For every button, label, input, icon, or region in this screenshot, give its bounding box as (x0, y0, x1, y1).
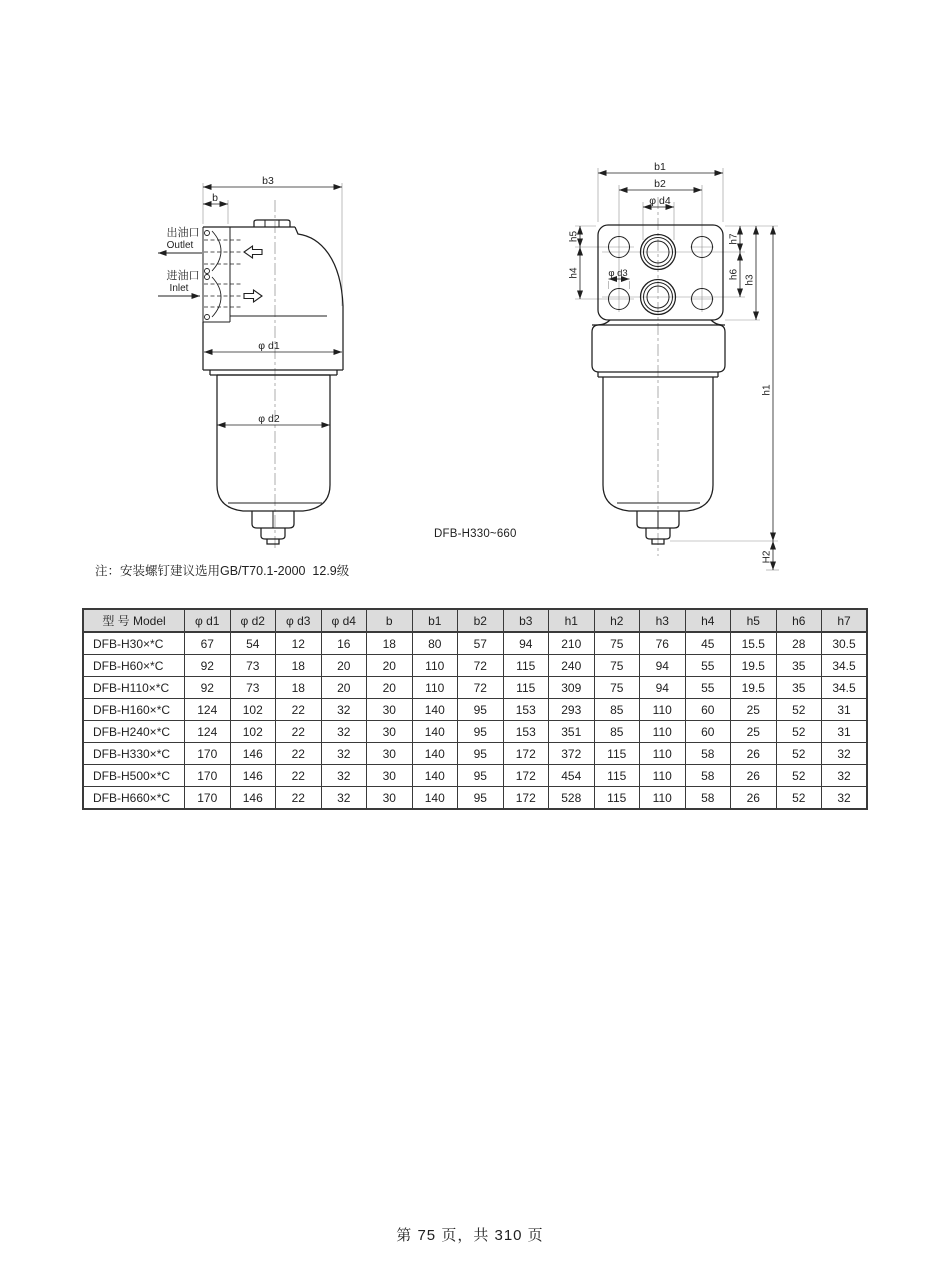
dim-value-cell: 32 (822, 765, 868, 787)
dim-value-cell: 146 (230, 787, 276, 810)
dim-value-cell: 153 (503, 721, 549, 743)
dim-label-b: b (212, 192, 218, 204)
column-header: h5 (731, 609, 777, 632)
dim-value-cell: 55 (685, 655, 731, 677)
dim-value-cell: 170 (185, 765, 231, 787)
dim-value-cell: 30 (367, 787, 413, 810)
dim-value-cell: 73 (230, 655, 276, 677)
dim-value-cell: 351 (549, 721, 595, 743)
dim-value-cell: 32 (321, 765, 367, 787)
dim-value-cell: 12 (276, 632, 322, 655)
column-header: φ d2 (230, 609, 276, 632)
dim-value-cell: 75 (594, 655, 640, 677)
dim-value-cell: 52 (776, 721, 822, 743)
dim-value-cell: 110 (640, 699, 686, 721)
table-row (83, 787, 867, 810)
dim-value-cell: 60 (685, 699, 731, 721)
dimension-lines (203, 187, 342, 425)
model-cell: DFB-H110×*C (83, 677, 185, 699)
dim-value-cell: 94 (640, 655, 686, 677)
filter-front-view (592, 320, 725, 544)
dim-value-cell: 85 (594, 699, 640, 721)
dim-value-cell: 115 (503, 677, 549, 699)
flow-arrows (244, 246, 262, 302)
model-cell: DFB-H160×*C (83, 699, 185, 721)
dim-value-cell: 110 (640, 743, 686, 765)
column-header: h3 (640, 609, 686, 632)
table-row (83, 699, 867, 721)
dim-value-cell: 172 (503, 765, 549, 787)
dim-value-cell: 54 (230, 632, 276, 655)
dim-value-cell: 30 (367, 721, 413, 743)
dim-value-cell: 15.5 (731, 632, 777, 655)
dim-value-cell: 140 (412, 699, 458, 721)
dim-value-cell: 110 (640, 765, 686, 787)
dim-value-cell: 18 (276, 677, 322, 699)
dim-value-cell: 30.5 (822, 632, 868, 655)
table-row (83, 677, 867, 699)
dim-value-cell: 72 (458, 677, 504, 699)
dim-value-cell: 18 (276, 655, 322, 677)
outlet-label-cn: 出油口 (166, 227, 200, 239)
dim-value-cell: 58 (685, 765, 731, 787)
table-row (83, 743, 867, 765)
inlet-label-en: Inlet (169, 283, 189, 294)
outlet-label-en: Outlet (166, 240, 194, 251)
page-footer: 第 75 页，共 310 页 (396, 1227, 544, 1244)
dim-value-cell: 32 (321, 787, 367, 810)
column-header: φ d4 (321, 609, 367, 632)
dim-value-cell: 75 (594, 632, 640, 655)
dim-value-cell: 30 (367, 765, 413, 787)
dim-value-cell: 25 (731, 721, 777, 743)
dim-value-cell: 80 (412, 632, 458, 655)
dim-label-h3: h3 (744, 274, 756, 286)
extension-lines (575, 168, 779, 570)
dim-value-cell: 34.5 (822, 655, 868, 677)
dim-value-cell: 309 (549, 677, 595, 699)
dim-value-cell: 35 (776, 677, 822, 699)
dim-value-cell: 58 (685, 787, 731, 810)
dim-value-cell: 115 (594, 765, 640, 787)
dim-value-cell: 110 (640, 721, 686, 743)
dim-value-cell: 72 (458, 655, 504, 677)
dim-label-h1: h1 (761, 384, 773, 396)
left-drawing-side-view (158, 175, 343, 549)
dim-value-cell: 94 (503, 632, 549, 655)
dim-value-cell: 26 (731, 765, 777, 787)
dim-label-d3: φ d3 (608, 268, 628, 279)
dim-value-cell: 170 (185, 787, 231, 810)
dim-value-cell: 94 (640, 677, 686, 699)
dim-value-cell: 32 (321, 699, 367, 721)
dim-value-cell: 115 (503, 655, 549, 677)
front-view-inner-lines (617, 503, 700, 528)
dim-value-cell: 153 (503, 699, 549, 721)
dim-value-cell: 52 (776, 699, 822, 721)
dim-value-cell: 95 (458, 699, 504, 721)
table-body (83, 632, 867, 809)
column-header: h4 (685, 609, 731, 632)
dim-value-cell: 22 (276, 721, 322, 743)
dim-value-cell: 52 (776, 765, 822, 787)
model-cell: DFB-H330×*C (83, 743, 185, 765)
dim-label-b2: b2 (654, 178, 666, 190)
dim-value-cell: 26 (731, 743, 777, 765)
dim-value-cell: 102 (230, 721, 276, 743)
inlet-label-cn: 进油口 (166, 270, 200, 282)
dim-value-cell: 28 (776, 632, 822, 655)
dim-label-h5: h5 (568, 230, 580, 243)
dim-value-cell: 95 (458, 787, 504, 810)
dim-value-cell: 31 (822, 721, 868, 743)
dim-value-cell: 140 (412, 765, 458, 787)
dim-label-h2: H2 (761, 550, 773, 564)
dim-value-cell: 115 (594, 743, 640, 765)
column-header: h2 (594, 609, 640, 632)
dim-value-cell: 210 (549, 632, 595, 655)
dim-value-cell: 76 (640, 632, 686, 655)
column-header: φ d3 (276, 609, 322, 632)
model-cell: DFB-H30×*C (83, 632, 185, 655)
dim-value-cell: 22 (276, 699, 322, 721)
column-header: φ d1 (185, 609, 231, 632)
dim-value-cell: 19.5 (731, 655, 777, 677)
dim-value-cell: 124 (185, 721, 231, 743)
dim-value-cell: 110 (412, 655, 458, 677)
table-row (83, 655, 867, 677)
dim-label-b3: b3 (262, 175, 274, 187)
column-header: 型 号 Model (83, 609, 185, 632)
dim-value-cell: 95 (458, 743, 504, 765)
dim-label-d2: φ d2 (258, 413, 280, 425)
dim-value-cell: 110 (640, 787, 686, 810)
dim-label-d1: φ d1 (258, 340, 280, 352)
column-header: h6 (776, 609, 822, 632)
dim-value-cell: 22 (276, 743, 322, 765)
dim-value-cell: 45 (685, 632, 731, 655)
model-cell: DFB-H660×*C (83, 787, 185, 810)
dim-value-cell: 102 (230, 699, 276, 721)
dim-value-cell: 124 (185, 699, 231, 721)
dim-value-cell: 170 (185, 743, 231, 765)
dim-value-cell: 172 (503, 787, 549, 810)
column-header: b (367, 609, 413, 632)
table-row (83, 721, 867, 743)
dim-value-cell: 140 (412, 787, 458, 810)
table-row (83, 765, 867, 787)
right-drawing (569, 161, 780, 570)
dim-value-cell: 115 (594, 787, 640, 810)
dim-label-h6: h6 (728, 268, 740, 281)
dim-label-d4: φ d4 (649, 195, 671, 207)
dim-value-cell: 22 (276, 787, 322, 810)
dim-value-cell: 60 (685, 721, 731, 743)
dim-value-cell: 293 (549, 699, 595, 721)
dim-value-cell: 20 (367, 677, 413, 699)
flange-detail (205, 231, 222, 320)
dim-value-cell: 26 (731, 787, 777, 810)
dim-value-cell: 30 (367, 699, 413, 721)
dim-value-cell: 34.5 (822, 677, 868, 699)
column-header: h1 (549, 609, 595, 632)
inlet-flow-arrow-icon (244, 290, 262, 302)
filter-outline (203, 220, 343, 544)
dim-value-cell: 95 (458, 721, 504, 743)
dim-value-cell: 16 (321, 632, 367, 655)
dim-value-cell: 32 (321, 721, 367, 743)
dim-value-cell: 18 (367, 632, 413, 655)
column-header: b2 (458, 609, 504, 632)
note: 注：安装螺钉建议选用GB/T70.1-2000 12.9级 (95, 564, 350, 578)
dim-value-cell: 140 (412, 743, 458, 765)
dim-value-cell: 240 (549, 655, 595, 677)
table-row (83, 632, 867, 655)
dim-value-cell: 52 (776, 787, 822, 810)
dim-value-cell: 20 (321, 677, 367, 699)
dim-value-cell: 110 (412, 677, 458, 699)
dim-value-cell: 140 (412, 721, 458, 743)
column-header: b3 (503, 609, 549, 632)
dim-label-h7: h7 (728, 233, 740, 245)
dim-value-cell: 85 (594, 721, 640, 743)
dimension-table (82, 608, 868, 810)
dim-value-cell: 146 (230, 765, 276, 787)
dim-value-cell: 146 (230, 743, 276, 765)
header-row (83, 609, 867, 632)
dim-label-h4: h4 (568, 267, 580, 279)
dim-value-cell: 32 (822, 743, 868, 765)
filter-inner-lines (203, 220, 327, 528)
drawing-caption: DFB-H330~660 (434, 528, 517, 540)
dim-value-cell: 31 (822, 699, 868, 721)
dim-value-cell: 32 (321, 743, 367, 765)
dim-value-cell: 95 (458, 765, 504, 787)
dim-value-cell: 372 (549, 743, 595, 765)
model-cell: DFB-H240×*C (83, 721, 185, 743)
dim-value-cell: 19.5 (731, 677, 777, 699)
dim-label-b1: b1 (654, 161, 666, 173)
dim-value-cell: 75 (594, 677, 640, 699)
dim-value-cell: 67 (185, 632, 231, 655)
model-cell: DFB-H60×*C (83, 655, 185, 677)
dim-value-cell: 35 (776, 655, 822, 677)
dim-value-cell: 528 (549, 787, 595, 810)
dim-value-cell: 32 (822, 787, 868, 810)
model-cell: DFB-H500×*C (83, 765, 185, 787)
dim-value-cell: 454 (549, 765, 595, 787)
dim-value-cell: 73 (230, 677, 276, 699)
dim-value-cell: 52 (776, 743, 822, 765)
dim-value-cell: 22 (276, 765, 322, 787)
dim-value-cell: 20 (367, 655, 413, 677)
column-header: b1 (412, 609, 458, 632)
dim-value-cell: 25 (731, 699, 777, 721)
column-header: h7 (822, 609, 868, 632)
outlet-flow-arrow-icon (244, 246, 262, 258)
dim-value-cell: 20 (321, 655, 367, 677)
dim-value-cell: 55 (685, 677, 731, 699)
dim-value-cell: 58 (685, 743, 731, 765)
dim-value-cell: 92 (185, 677, 231, 699)
dim-value-cell: 30 (367, 743, 413, 765)
hidden-lines (204, 240, 243, 307)
dim-value-cell: 172 (503, 743, 549, 765)
dim-value-cell: 57 (458, 632, 504, 655)
dim-value-cell: 92 (185, 655, 231, 677)
